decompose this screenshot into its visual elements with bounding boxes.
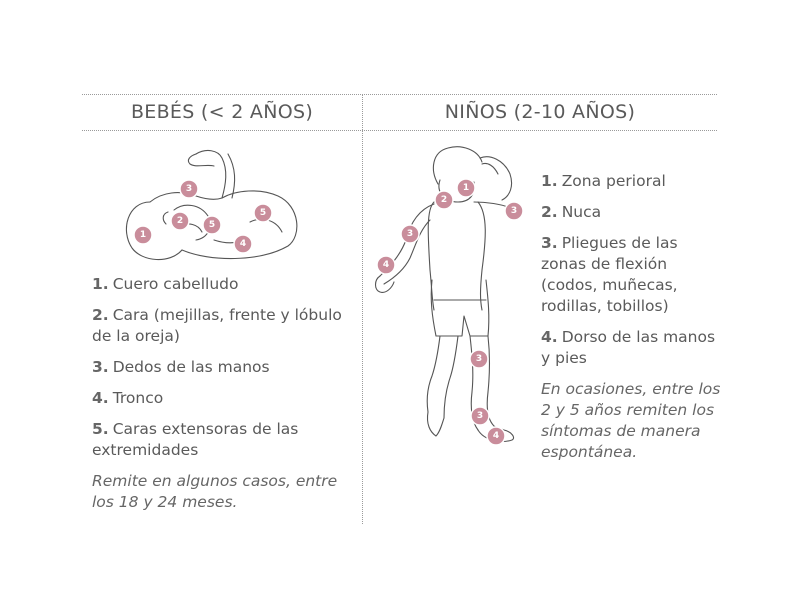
svg-text:3: 3 [185, 184, 193, 194]
svg-text:3: 3 [475, 354, 483, 364]
svg-text:5: 5 [208, 220, 216, 230]
svg-text:4: 4 [492, 431, 500, 441]
children-list [541, 171, 721, 463]
svg-text:2: 2 [440, 195, 448, 205]
svg-text:3: 3 [406, 229, 414, 239]
baby-marker-5a [203, 216, 221, 234]
baby-illustration [110, 140, 310, 270]
child-marker-4-foot [487, 427, 505, 445]
babies-item-2: 2. Cara (mejillas, frente y lóbulo de la oreja) [92, 306, 342, 345]
svg-text:4: 4 [382, 260, 390, 270]
babies-title: BEBÉS (< 2 AÑOS) [130, 101, 314, 123]
child-marker-3-left-elbow [401, 225, 419, 243]
child-marker-3-right-elbow [505, 202, 523, 220]
svg-text:3: 3 [510, 206, 518, 216]
baby-marker-2 [171, 212, 189, 230]
babies-item-5: 5. Caras extensoras de las extremidades [92, 420, 299, 459]
baby-marker-5b [254, 204, 272, 222]
column-divider [362, 94, 363, 524]
children-item-3: 3. Pliegues de las zonas de flexión (codos, muñecas, rodillas, tobillos) [541, 234, 678, 315]
babies-list [92, 274, 354, 513]
svg-text:5: 5 [259, 208, 267, 218]
child-marker-3-knee [470, 350, 488, 368]
svg-text:3: 3 [476, 411, 484, 421]
babies-item-3: 3. Dedos de las manos [92, 358, 270, 376]
svg-text:1: 1 [462, 183, 470, 193]
child-marker-2 [435, 191, 453, 209]
children-note: En ocasiones, entre los 2 y 5 años remiten los síntomas de manera espontánea. [541, 380, 721, 461]
baby-marker-4 [234, 235, 252, 253]
svg-text:4: 4 [239, 239, 247, 249]
child-markers [377, 179, 523, 445]
babies-item-1: 1. Cuero cabelludo [92, 275, 239, 293]
baby-marker-1 [134, 226, 152, 244]
children-title: NIÑOS (2-10 AÑOS) [444, 101, 636, 123]
children-item-2: 2. Nuca [541, 203, 602, 221]
child-illustration [370, 140, 540, 455]
children-item-1: 1. Zona perioral [541, 172, 666, 190]
child-marker-1 [457, 179, 475, 197]
svg-text:1: 1 [139, 230, 147, 240]
svg-text:2: 2 [176, 216, 184, 226]
babies-note: Remite en algunos casos, entre los 18 y 24 meses. [92, 472, 338, 511]
babies-item-4: 4. Tronco [92, 389, 164, 407]
child-marker-3-ankle [471, 407, 489, 425]
header-divider [82, 130, 717, 131]
top-divider [82, 94, 717, 95]
child-marker-4-hand [377, 256, 395, 274]
children-item-4: 4. Dorso de las manos y pies [541, 328, 716, 367]
baby-marker-3 [180, 180, 198, 198]
